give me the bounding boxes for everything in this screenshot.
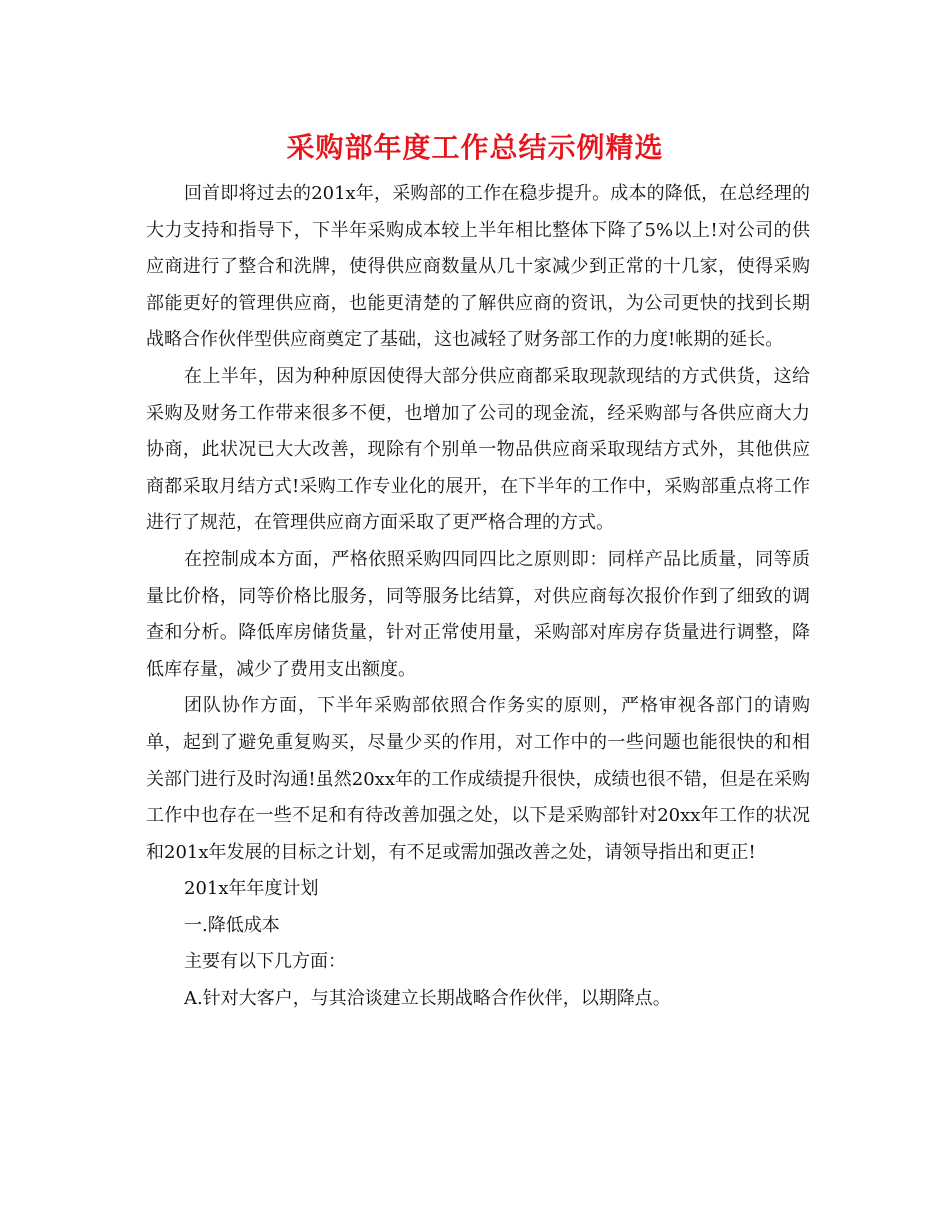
- section-reduce-cost: 一.降低成本: [184, 914, 280, 936]
- document-body: [146, 176, 810, 1018]
- aspects-intro: 主要有以下几方面：: [184, 951, 346, 973]
- paragraph-teamwork: 团队协作方面，下半年采购部依照合作务实的原则，严格审视各部门的请购单，起到了避免重复购买，尽量少买的作用，对工作中的一些问题也能很快的和相关部门进行及时沟通!虽然20xx年的工作成绩提升很快，成绩也很不错，但是在采购工作中也存在一些不足和有待改善加强之处，以下是采购部针对20xx年工作的状况和201x年发展的目标之计划，有不足或需加强改善之处，请领导指出和更正!: [146, 695, 810, 863]
- document-title: 采购部年度工作总结示例精选: [286, 131, 664, 164]
- paragraph-first-half: 在上半年，因为种种原因使得大部分供应商都采取现款现结的方式供货，这给采购及财务工作带来很多不便，也增加了公司的现金流，经采购部与各供应商大力协商，此状况已大大改善，现除有个别单一物品供应商采取现结方式外，其他供应商都采取月结方式!采购工作专业化的展开，在下半年的工作中，采购部重点将工作进行了规范，在管理供应商方面采取了更严格合理的方式。: [146, 365, 810, 534]
- paragraph-review: 回首即将过去的201x年，采购部的工作在稳步提升。成本的降低，在总经理的大力支持和指导下，下半年采购成本较上半年相比整体下降了5%以上!对公司的供应商进行了整合和洗牌，使得供应商数量从几十家减少到正常的十几家，使得采购部能更好的管理供应商，也能更清楚的了解供应商的资讯，为公司更快的找到长期战略合作伙伴型供应商奠定了基础，这也减轻了财务部工作的力度!帐期的延长。: [146, 183, 810, 351]
- paragraph-cost-control: 在控制成本方面，严格依照采购四同四比之原则即：同样产品比质量，同等质量比价格，同等价格比服务，同等服务比结算，对供应商每次报价作到了细致的调查和分析。降低库房储货量，针对正常使用量，采购部对库房存货量进行调整，降低库存量，减少了费用支出额度。: [146, 548, 810, 680]
- annual-plan-heading: 201x年年度计划: [184, 878, 319, 900]
- item-a-major-clients: A.针对大客户，与其洽谈建立长期战略合作伙伴，以期降点。: [184, 988, 671, 1010]
